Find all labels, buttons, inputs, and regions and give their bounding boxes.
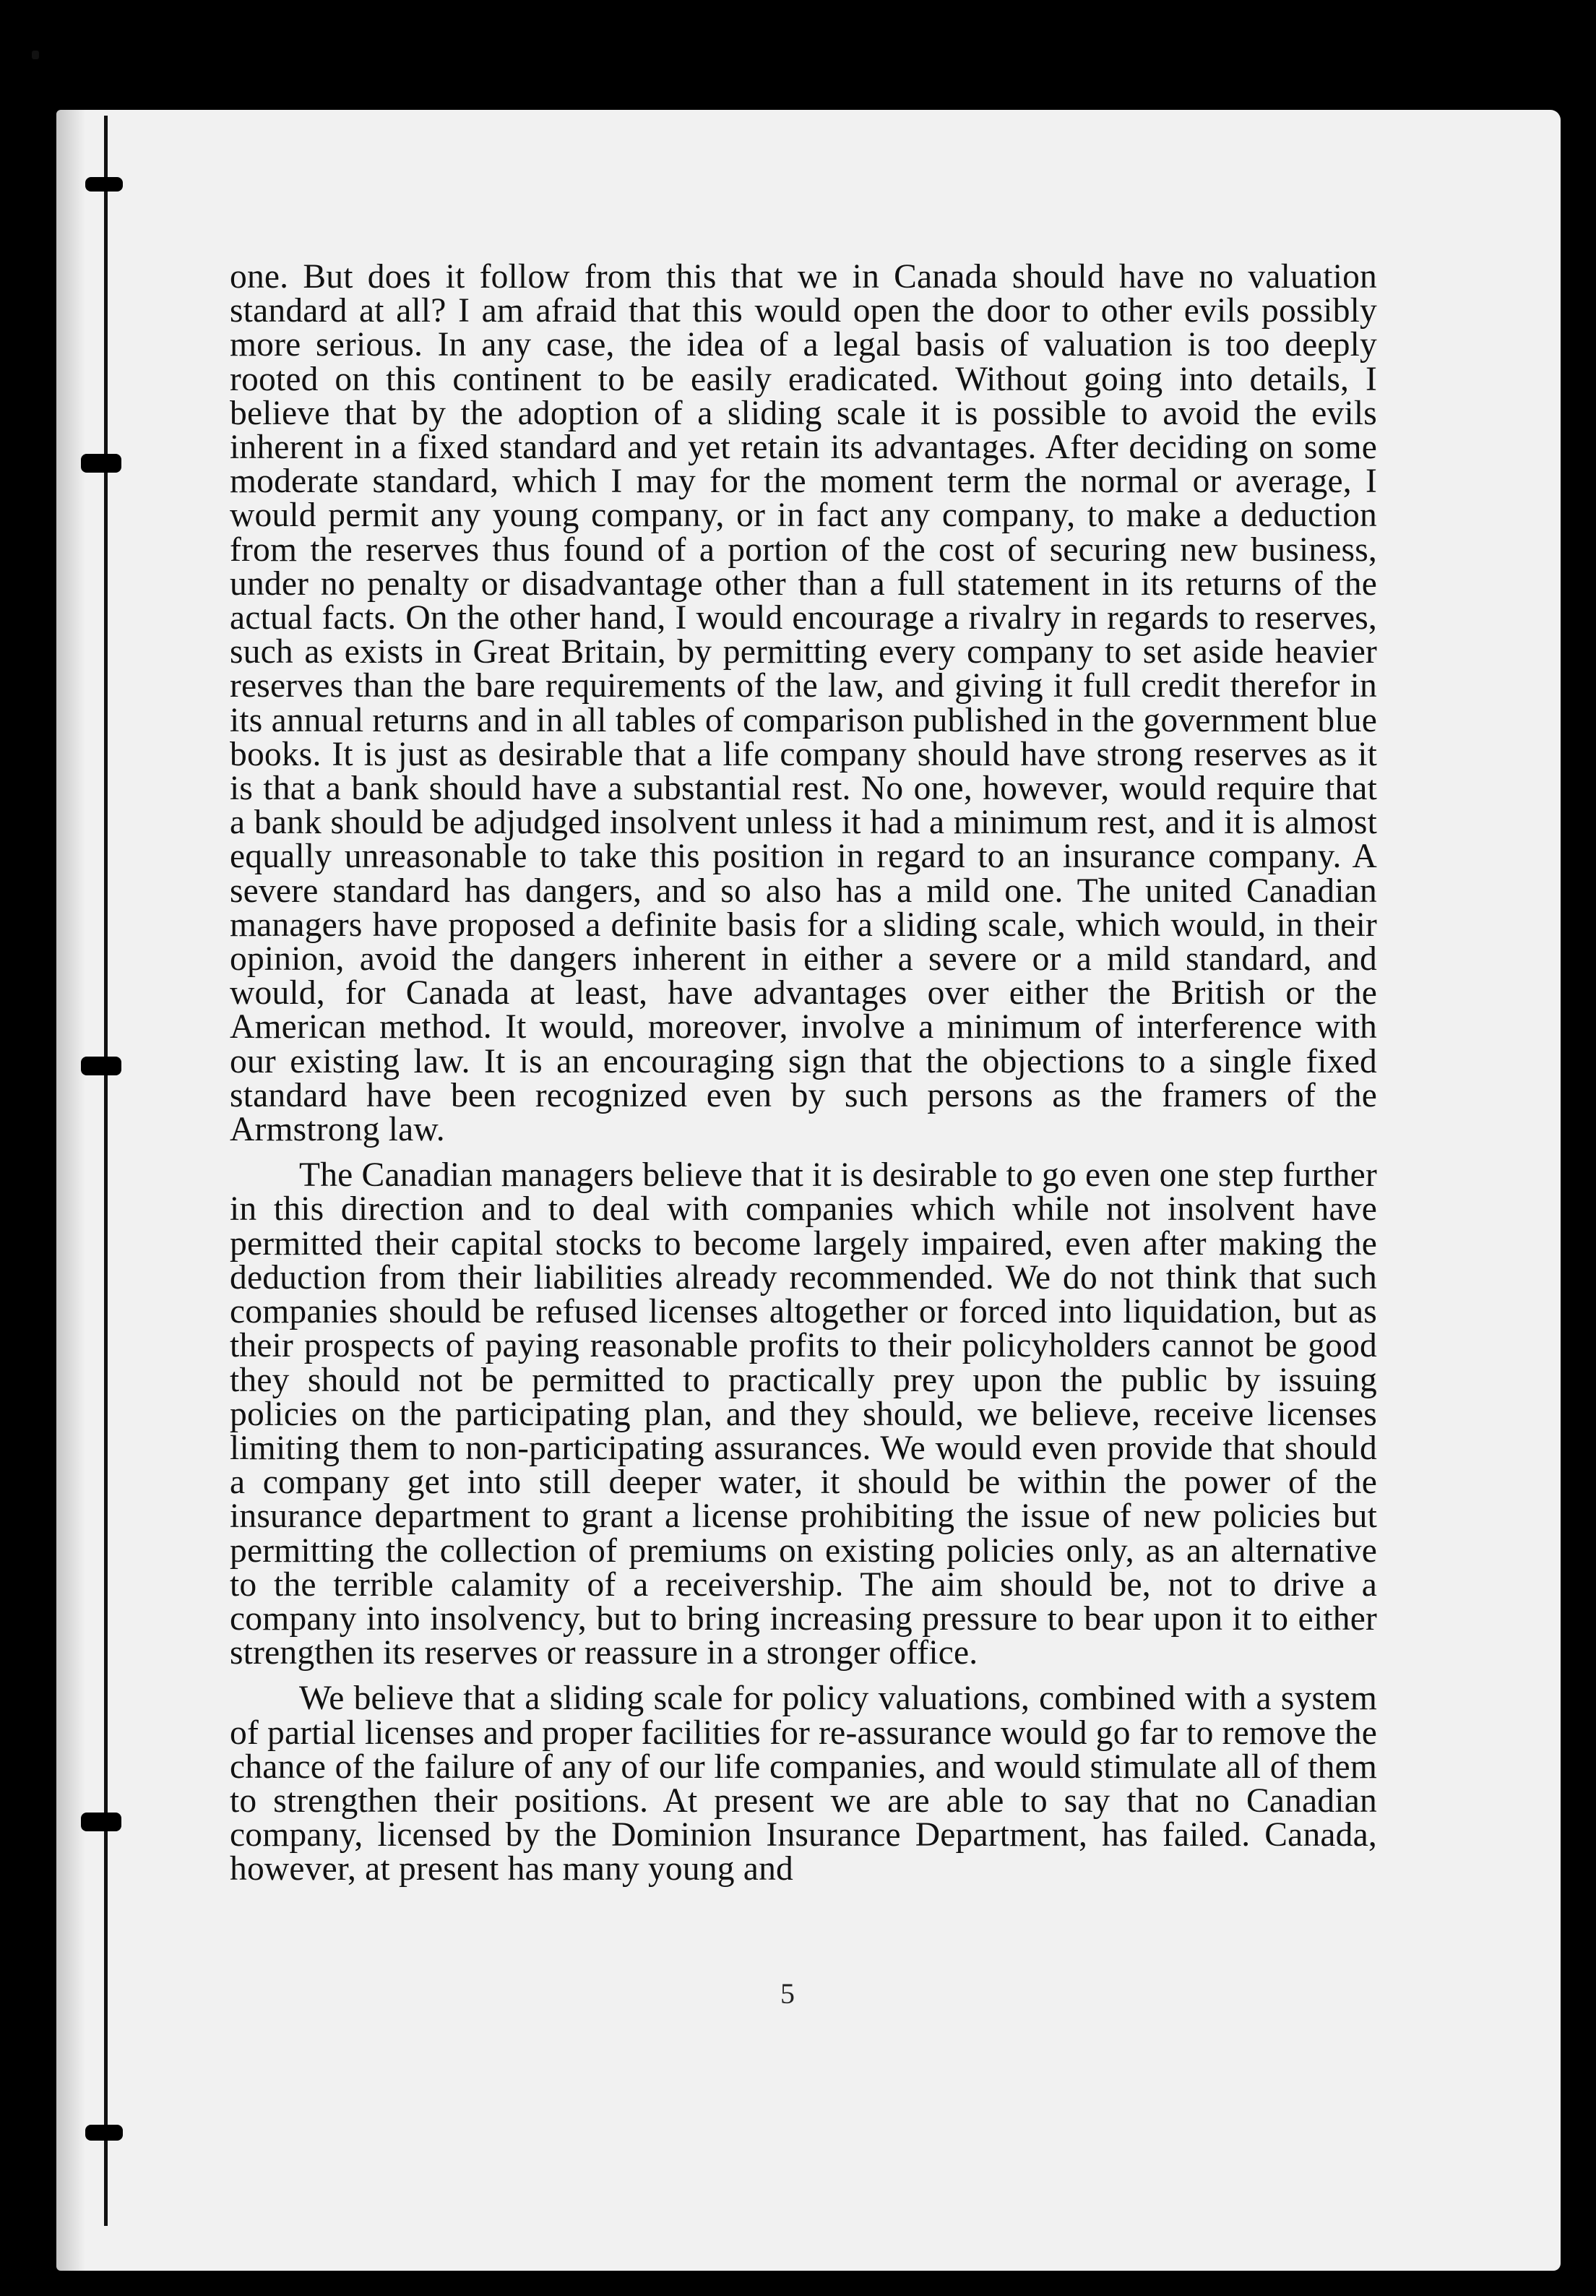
binding-clip: [85, 2125, 123, 2141]
page-number: 5: [780, 1977, 795, 2010]
binding-line: [104, 116, 108, 2226]
page-edge-shadow: [56, 110, 85, 2271]
paragraph: The Canadian managers believe that it is desirable to go even one step further in this direction and to deal with companies which while not insolvent have permitted their capital stocks to become largely impaired, even after making the deduction from their liabilities already recommended. We do not think that such companies should be refused licenses altogether or forced into liquidation, but as their prospects of paying reasonable profits to their policyholders cannot be good they should not be permitted to practically prey upon the public by issuing policies on the participating plan, and they should, we believe, receive licenses limiting them to non-participating assurances. We would even provide that should a company get into still deeper water, it should be within the power of the insurance department to grant a license prohibiting the issue of new policies but permitting the collection of premiums on existing policies only, as an alternative to the terrible calamity of a receivership. The aim should be, not to drive a company into insolvency, but to bring increasing pressure to bear upon it to either strengthen its reserves or reassure in a stronger office.: [230, 1156, 1377, 1672]
paragraph: one. But does it follow from this that we in Canada should have no valuation standard at all? I am afraid that this would open the door to other evils possibly more serious. In any case, the idea of a legal basis of valuation is too deeply rooted on this continent to be easily eradicated. Without going into details, I believe that by the adoption of a sliding scale it is possible to avoid the evils inherent in a fixed standard and yet retain its advantages. After deciding on some moderate standard, which I may for the moment term the normal or average, I would permit any young company, or in fact any company, to make a deduction from the reserves thus found of a portion of the cost of securing new business, under no penalty or disadvantage other than a full statement in its returns of the actual facts. On the other hand, I would encourage a rivalry in regards to reserves, such as exists in Great Britain, by permitting every company to set aside heavier reserves than the bare requirements of the law, and giving it full credit therefor in its annual returns and in all tables of comparison published in the government blue books. It is just as desirable that a life company should have strong reserves as it is that a bank should have a substantial rest. No one, however, would require that a bank should be adjudged insolvent unless it had a minimum rest, and it is almost equally unreasonable to take this position in regard to an insurance company. A severe standard has dangers, and so also has a mild one. The united Canadian managers have proposed a definite basis for a sliding scale, which would, in their opinion, avoid the dangers inherent in either a severe or a mild standard, and would, for Canada at least, have advantages over either the British or the American method. It would, moreover, involve a minimum of interference with our existing law. It is an encouraging sign that the objections to a single fixed standard have been recognized even by such persons as the framers of the Armstrong law.: [230, 258, 1377, 1149]
binding-clip: [81, 454, 121, 473]
binding-clip: [81, 1813, 121, 1831]
binding-clip: [81, 1057, 121, 1075]
binding-clip: [85, 177, 123, 192]
paragraph: We believe that a sliding scale for policy valuations, combined with a system of partial licenses and proper facilities for re-assurance would go far to remove the chance of the failure of any of our life companies, and would stimulate all of them to strengthen their positions. At present we are able to say that no Canadian company, licensed by the Dominion Insurance Department, has failed. Canada, however, at present has many young and: [230, 1680, 1377, 1888]
body-text: [230, 260, 1377, 1887]
corner-mark: [32, 51, 39, 59]
